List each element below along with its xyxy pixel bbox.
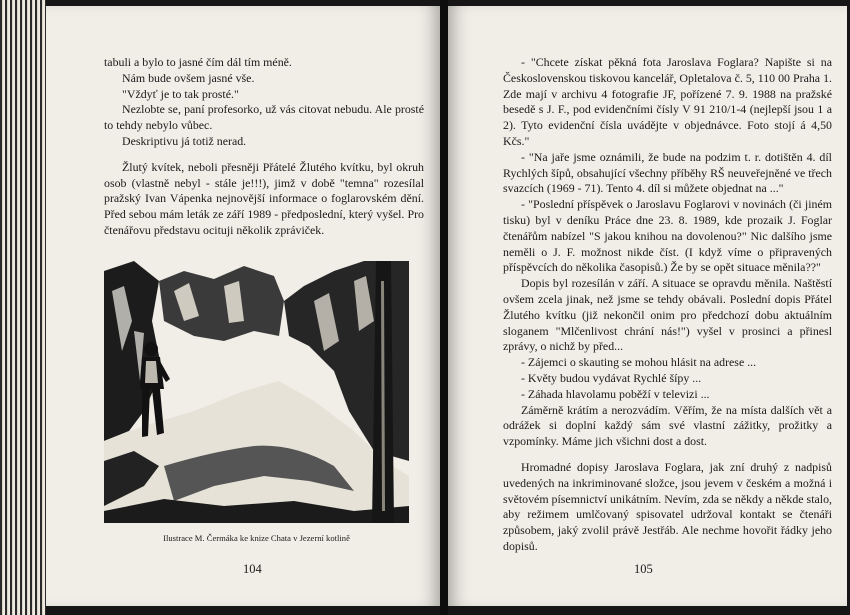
illustration-image xyxy=(104,261,409,523)
paragraph: - Zájemci o skauting se mohou hlásit na adrese ... xyxy=(521,355,757,370)
paragraph: - "Chcete získat pěkná fota Jaroslava Foglara? Napište si na Československou tiskovou kancelář, Opletalova č. 5, 110 00 Praha 1. Zde mají v archivu 4 fotografie JF, pořízené 7. 9. 1988 na pražské besedě s J. F., pod evidenčními čísly V 91 210/1-4 (nejlepší jsou 1 a 2). Tyto evidenční čísla uvádějte v objednávce. Foto stojí á 4,50 Kčs." xyxy=(503,55,832,148)
left-page-text xyxy=(104,55,424,239)
paragraph: - "Na jaře jsme oznámili, že bude na podzim t. r. dotištěn 4. díl Rychlých šípů, obsahující všechny příběhy RŠ neuveřejněné ve třech svazcích (1969 - 71). Tento 4. díl si můžete objednat na ..." xyxy=(503,149,832,196)
book-gutter xyxy=(440,0,448,615)
paragraph: Nám bude ovšem jasné vše. xyxy=(122,70,255,85)
paragraph: - Záhada hlavolamu poběží v televizi ... xyxy=(521,386,710,401)
illustration-caption: Ilustrace M. Čermáka ke knize Chata v Jezerní kotlině xyxy=(163,533,350,543)
paragraph: tabuli a bylo to jasné čím dál tím méně. xyxy=(104,55,292,69)
paragraph: - Květy budou vydávat Rychlé šípy ... xyxy=(521,370,702,385)
paragraph: "Vždyť je to tak prosté." xyxy=(122,86,239,101)
right-page xyxy=(448,6,847,606)
paragraph: Záměrně krátím a nerozvádím. Věřím, že na místa dalších vět a odrážek si doplní každý sám své vlastní zážitky, prožitky a vzpomínky. Máme jich všichni dost a dost. xyxy=(503,402,832,449)
paragraph: Deskriptivu já totiž nerad. xyxy=(122,133,247,148)
paragraph: Dopis byl rozesílán v září. A situace se opravdu měnila. Naštěstí ovšem zcela jinak, než jsme se tehdy obávali. Poslední dopis Přátel Žlutého kvítku (již nekončil onim pro předchozí dobu aktuálním sloganem "Mlčenlivost chrání nás!") vyšel v prosinci a přinesl zprávy, o nichž by před... xyxy=(503,276,832,354)
page-number-right: 105 xyxy=(634,562,653,576)
right-page-text xyxy=(503,55,832,555)
page-edges xyxy=(0,0,46,615)
page-number-left: 104 xyxy=(243,562,262,576)
paragraph: - "Poslední příspěvek o Jaroslavu Foglarovi v novinách (či jiném tisku) byl v deníku Práce dne 23. 8. 1989, kde prozaik J. Foglar čtenářům nabízel "S jakou knihou na dovolenou?" Nic dalšího jsme neměli o J. F. možnost nikde číst. (I když víme o připravených příspěvcích do několika časopisů.) Že by se opět situace měnila??" xyxy=(503,197,832,275)
left-page xyxy=(46,6,440,606)
paragraph: Nezlobte se, paní profesorko, už vás citovat nebudu. Ale prosté to tehdy nebylo vůbec. xyxy=(104,102,424,133)
paragraph: Hromadné dopisy Jaroslava Foglara, jak zní druhý z nadpisů uvedených na inkriminované složce, jsou jevem v českém a možná i světovém písemnictví unikátním. Nevím, zda se někdy a někde stalo, aby režimem umlčovaný spisovatel udržoval kontakt se čtenáři způsobem, jaký zvolil právě Jestřáb. Ale nechme hovořit řádky jeho dopisů. xyxy=(503,459,832,553)
paragraph: Žlutý kvítek, neboli přesněji Přátelé Žlutého kvítku, byl okruh osob (vlastně nebyl - stále je!!!), jimž v době "temna" rozesílal pražský Ivan Vápenka nejnovější informace o foglarovském dění. Před sebou mám leták ze září 1989 - předposlední, který vyšel. Pro čtenářovu představu ocituji několik zpráviček. xyxy=(104,159,424,237)
